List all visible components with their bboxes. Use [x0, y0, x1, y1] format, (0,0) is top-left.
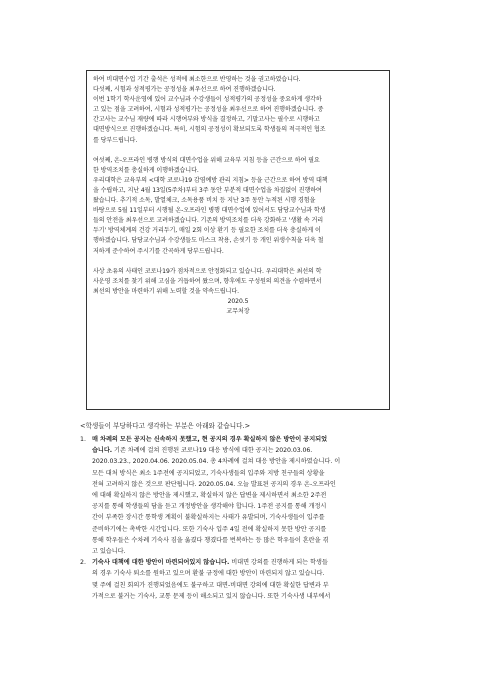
item-number: 1. [80, 436, 87, 443]
item-line [92, 580, 410, 591]
notice-line: 한 방역조치를 충실하게 이행하겠습니다. [93, 166, 199, 174]
notice-line: 여섯째, 온-오프라인 병행 방식의 대면수업을 위해 교육부 지침 등을 근간으로 하여 필요 [93, 156, 320, 164]
item-line-text: 간이 부족한 장시간 통학생 계획이 불확실하지는 사태가 유발되며, 기숙사생들이 입주를 [92, 514, 325, 522]
notice-date: 2020.5 [227, 297, 249, 305]
item-line-text: 몇 주에 걸친 회의가 진행되었음에도 불구하고 대면-비대면 강의에 대한 확실한 답변과 부 [92, 581, 329, 589]
notice-line: 고 있는 점을 고려하여, 시험과 성적평가는 공정성을 최우선으로 하여 진행하겠습니다. 중 [93, 106, 324, 114]
notice-line: 저하게 준수하여 주시기를 간곡하게 당부드립니다. [93, 247, 224, 255]
notice-line: 을 수립하고, 지난 4월 13일(5주차)부터 3주 동안 부분적 대면수업을 차질없이 진행하여 [93, 186, 322, 194]
item-line-text: 준비하기에는 촉박한 시간입니다. 또한 기숙사 입주 4일 전에 확실하지 못한 방안 공지를 [92, 525, 327, 533]
item-line [92, 445, 410, 456]
item-line [92, 434, 410, 445]
notice-line: 이번 1학기 학사운영에 있어 교수님과 수강생들이 성적평가의 공정성을 중요하게 생각하 [93, 96, 322, 104]
notice-box [86, 70, 390, 410]
notice-line: 사운영 조치를 찾기 위해 고심을 거듭하여 왔으며, 향후에도 구성원의 의견을 수렴하면서 [93, 277, 322, 285]
notice-line: 두기' 방역체계의 건강 거리두기, 매일 2회 이상 환기 등 필요한 조치를 더욱 충실하게 이 [93, 227, 321, 235]
item-line-text: 모든 대처 방식은 최소 1주전에 공지되었고, 기숙사생들의 입주와 지방 친구들의 상황을 [92, 469, 325, 477]
item-line-emphasis: 매 차례의 모든 공지는 신속하지 못했고, 현 공지의 경우 확실하지 않은 방안이 공지되었 [92, 436, 327, 443]
blank-line [93, 257, 383, 267]
item-line-text: 의 경우 기숙사 퇴소를 원하고 있으며 환불 규정에 대한 방안이 마련되지 않고 있습니다. [92, 570, 325, 578]
notice-line: 다섯째, 시험과 성적평가는 공정성을 최우선으로 하여 진행하겠습니다. [93, 86, 276, 94]
item-line [92, 591, 410, 602]
item-line [92, 546, 410, 557]
section-heading: <학생들이 부당하다고 생각하는 부분은 아래와 같습니다.> [80, 422, 251, 430]
notice-line: 사상 초유의 사태인 코로나19가 점차적으로 안정화되고 있습니다. 우리대학은 최선의 학 [93, 267, 322, 275]
item-line [92, 568, 410, 579]
item-line [92, 524, 410, 535]
item-line [92, 456, 410, 467]
complaint-section [80, 420, 410, 602]
notice-line: 대면방식으로 진행하겠습니다. 특히, 시험의 공정성이 확보되도록 학생들의 적극적인 협조 [93, 126, 326, 134]
notice-signer: 교무처장 [226, 307, 250, 315]
notice-line: 바탕으로 5월 11일부터 시행될 온-오프라인 병행 대면수업에 있어서도 담당교수님과 학생 [93, 207, 326, 215]
item-line [92, 535, 410, 546]
blank-line [93, 146, 383, 156]
item-line-text: 에 대해 확실하지 않은 방안을 제시했고, 확실하지 않은 답변을 제시하면서 최소한 2주전 [92, 492, 327, 500]
notice-line: 최선의 방안을 마련하기 위해 노력할 것을 약속드립니다. [93, 287, 239, 295]
item-line-text: 통해 학우들은 수차례 기숙사 짐을 옮겼다 챙겼다를 번복하는 등 많은 학우들이 혼란을 겪 [92, 536, 329, 544]
notice-line: 들의 안전을 최우선으로 고려하겠습니다. 기존의 방역조치를 더욱 강화하고 '생활 속 거리 [93, 217, 324, 225]
notice-line: 를 당부드립니다. [93, 136, 138, 144]
item-line [92, 501, 410, 512]
item-line [92, 557, 410, 568]
item-line-text: 2020.03.23., 2020.04.06. 2020.05.04. 총 4차례에 걸쳐 대응 방안을 제시하였습니다. 이 [92, 458, 341, 466]
item-line-text: 전혀 고려하지 않은 것으로 판단됩니다. 2020.05.04. 오늘 발표된 공지의 경우 온-오프라인 [92, 480, 336, 488]
notice-line: 우리대학은 교육부의 <대학 코로나19 감염예방 관리 지침> 등을 근간으로 하여 방역 대책 [93, 176, 328, 184]
numbered-item [80, 434, 410, 557]
item-line-text: 고 있습니다. [92, 548, 126, 556]
notice-line: 행하겠습니다. 담당교수님과 수강생들도 마스크 착용, 손씻기 등 개인 위생수칙을 더욱 철 [93, 237, 324, 245]
item-line-emphasis: 기숙사 대책에 대한 방안이 마련되어있지 않습니다. [92, 559, 230, 567]
item-line-text: 가적으로 불거는 기숙사, 교통 문제 등이 해소되고 있지 않습니다. 또한 기숙사생 내부에서 [92, 592, 331, 600]
notice-line: 하여 비대면수업 기간 출석은 성적에 최소한으로 반영하는 것을 권고하였습니다. [93, 76, 301, 83]
item-line [92, 490, 410, 501]
item-line-text: 공지를 통해 학생들의 담을 듣고 개정방안을 생각해야 합니다. 1주전 공지를 통해 개정시 [92, 503, 327, 511]
notice-line: 왔습니다. 추기적 소독, 발열체크, 소독용품 비치 등 지난 3주 동안 누적된 시행 경험을 [93, 197, 316, 205]
item-line-emphasis: 습니다. [92, 447, 113, 455]
item-line [92, 512, 410, 523]
item-line-text: 기존 차례에 걸쳐 진행된 코로나19 대응 방식에 대한 공지는 2020.03.06. [112, 447, 313, 455]
numbered-item [80, 557, 410, 602]
item-line [92, 468, 410, 479]
item-number: 2. [80, 559, 87, 567]
notice-line: 간고사는 교수님 재량에 따라 시행여부와 방식을 결정하고, 기말고사는 필수로 시행하고 [93, 116, 320, 124]
item-line-text: 비대면 강의를 진행하게 되는 학생들 [229, 559, 328, 567]
item-line [92, 479, 410, 490]
